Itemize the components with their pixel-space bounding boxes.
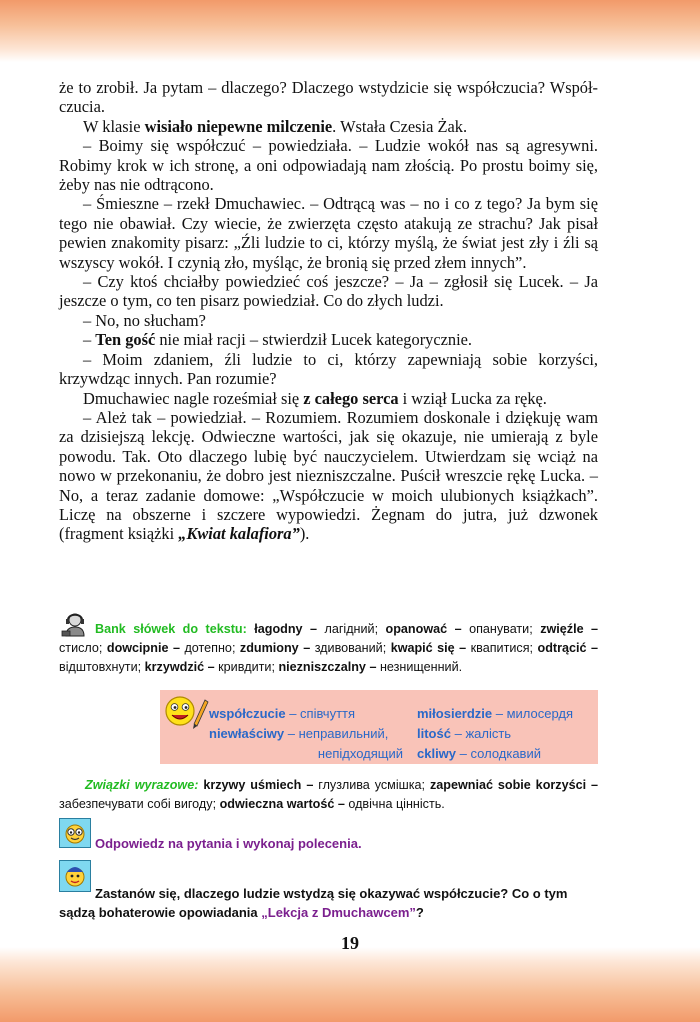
top-decorative-band: [0, 0, 700, 62]
vocabulary-heading: Bank słówek do tekstu:: [95, 622, 247, 636]
page-number: 19: [341, 933, 359, 953]
story-paragraph: – No, no słucham?: [83, 310, 206, 330]
book-title: „Kwiat kalafiora”: [178, 524, 300, 544]
story-text: [59, 78, 598, 544]
highlighted-phrase: Ten gość: [95, 330, 156, 350]
thinking-child-icon: [59, 818, 91, 848]
smiley-pencil-icon: [163, 694, 209, 730]
vocabulary-bank: Bank słówek do tekstu: łagodny – лагідний; opanować – опанувати; zwięźle – стисло; dowcipnie – дотепно; zdumiony – здивований; kwapić się – квапитися; odtrącić – відштовхнути; krzywdzić – кривдити; niezniszczalny – незнищенний.: [59, 622, 599, 674]
bottom-decorative-band: [0, 947, 700, 1022]
story-paragraph: – Ten gość nie miał racji – stwierdził Lucek kategorycznie.: [83, 330, 473, 350]
story-paragraph: – Śmieszne – rzekł Dmuchawiec. – Odtrącą was – no i co z tego? Ja bym się tego nie obawiał. Czy wiecie, że zwierzęta często atakują ze strachu? Jak pisał pewien znakomity pisarz: „Źli ludzie to ci, którzy myślą, że świat jest zły i źli są wszyscy wokół. I czynią zło, myśląc, że bronią się przed złem innych”.: [59, 194, 598, 272]
word-highlight-list: współczucie – співчуття miłosierdzie – милосердя niewłaściwy – неправильний, litość – жалість непідходящий ckliwy – солодкавий: [209, 706, 574, 761]
story-paragraph: – Ależ tak – powiedział. – Rozumiem. Rozumiem doskonale i dziękuję wam za dzisiejszą lekcję. Odwieczne wartości, jak się okazuje, nie umierają z byle powodu. Tak. Oto dlaczego lubię być nauczycielem. Utwierdzam się wciąż na nowo w przekonaniu, że dobro jest niezniszczalne. Puścił wreszcie rękę Lucka. – No, a teraz zadanie domowe: „Współczucie w moich ulubionych książkach”. Liczę na obszerne i szczere wypowiedzi. Żegnam do jutra, już dzwonek (fragment książki „Kwiat kalafiora”).: [59, 407, 598, 544]
highlighted-phrase: z całego serca: [303, 388, 399, 408]
word-collocations: Związki wyrazowe: krzywy uśmiech – глузлива усмішка; zapewniać sobie korzyści – забезпечувати собі вигоду; odwieczna wartość – одвічна цінність.: [59, 778, 599, 811]
story-paragraph: Dmuchawiec nagle roześmiał się z całego serca i wziął Lucka za rękę.: [83, 388, 547, 408]
story-paragraph: – Czy ktoś chciałby powiedzieć coś jeszcze? – Ja – zgłosił się Lucek. – Ja jeszcze o tym, co ten pisarz powiedział. Co do złych ludzi.: [59, 272, 598, 311]
highlighted-phrase: wisiało niepewne milczenie: [144, 116, 333, 136]
task-instruction: Odpowiedz na pytania i wykonaj polecenia.: [95, 836, 362, 851]
story-title: „Lekcja z Dmuchawcem”: [261, 905, 416, 920]
story-paragraph: – Boimy się współczuć – powiedziała. – Ludzie wokół nas są agresywni. Robimy krok w ich stronę, a oni odpowiadają nam złością. Po prostu boimy się, żeby nas nie odtrącono.: [59, 136, 598, 195]
collocations-heading: Związki wyrazowe:: [85, 778, 199, 792]
story-paragraph: W klasie wisiało niepewne milczenie. Wstała Czesia Żak.: [83, 116, 468, 136]
story-paragraph: że to zrobił. Ja pytam – dlaczego? Dlaczego wstydzicie się współczucia? Współ-czucia.: [59, 78, 598, 117]
story-paragraph: – Moim zdaniem, źli ludzie to ci, którzy zapewniają sobie korzyści, krzywdząc innych. Pan rozumie?: [59, 349, 598, 389]
task-question: Zastanów się, dlaczego ludzie wstydzą się okazywać współczucie? Co o tym sądzą bohaterowie opowiadania „Lekcja z Dmuchawcem”?: [59, 886, 568, 920]
